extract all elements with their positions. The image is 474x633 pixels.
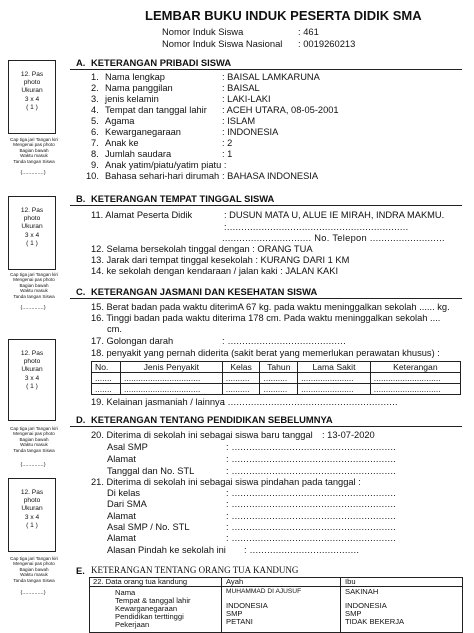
row-value: : 1 bbox=[222, 149, 233, 159]
table-cell: ....... bbox=[92, 373, 121, 384]
nis-label: Nomor Induk Siswa bbox=[162, 26, 244, 37]
photo-line: photo bbox=[23, 215, 41, 223]
field-label: Asal SMP / No. STL bbox=[107, 522, 190, 532]
col-header-ibu: Ibu bbox=[345, 577, 356, 586]
row-label: Agama bbox=[105, 116, 135, 126]
row-no: 7. bbox=[91, 138, 99, 148]
nis-value: : 461 bbox=[298, 26, 319, 37]
caption-line: Mengenai pas photo bbox=[13, 277, 55, 283]
row-no: 9. bbox=[91, 160, 99, 170]
signature-line: (..............) bbox=[20, 170, 46, 176]
address-dots: :............................................................... bbox=[224, 222, 409, 232]
row-value: : LAKI-LAKI bbox=[222, 94, 271, 104]
transfer-label: 21. Diterima di sekolah ini sebagai siswa pindahan pada tanggal : bbox=[91, 477, 361, 487]
table-header: Kelas bbox=[222, 362, 260, 373]
field-label: Alasan Pindah ke sekolah ini bbox=[107, 545, 226, 555]
parent-field-label: Pekerjaan bbox=[115, 620, 150, 629]
caption-line: Tanda tangan Siswa bbox=[13, 158, 55, 164]
mother-value: INDONESIA bbox=[345, 601, 387, 610]
row-label: jenis kelamin bbox=[105, 94, 159, 104]
caption-line: Waktu masuk bbox=[20, 153, 48, 159]
living-with: 12. Selama bersekolah tinggal dengan : ORANG TUA bbox=[91, 244, 313, 254]
caption-line: Mengenai pas photo bbox=[13, 561, 55, 567]
field-value: : ......................................................... bbox=[226, 466, 397, 476]
col-header-data: 22. Data orang tua kandung bbox=[93, 577, 188, 586]
weight-row: 15. Berat badan pada waktu diterimA 67 kg. pada waktu meninggalkan sekolah ...... kg. bbox=[91, 302, 450, 312]
table-cell: .......... bbox=[260, 384, 298, 395]
section-b-letter: B. bbox=[76, 193, 86, 204]
table-cell: ...................... bbox=[298, 384, 371, 395]
section-divider bbox=[70, 298, 462, 299]
section-divider bbox=[70, 205, 462, 206]
section-d-letter: D. bbox=[76, 414, 86, 425]
caption-line: Waktu masuk bbox=[20, 288, 48, 294]
transport: 14. ke sekolah dengan kendaraan / jalan kaki : JALAN KAKI bbox=[91, 266, 339, 276]
section-c-heading: KETERANGAN JASMANI DAN KESEHATAN SISWA bbox=[91, 286, 318, 297]
row-no: 3. bbox=[91, 94, 99, 104]
field-value: : ......................................................... bbox=[226, 488, 397, 498]
section-c-letter: C. bbox=[76, 286, 86, 297]
distance: 13. Jarak dari tempat tinggal kesekolah : KURANG DARI 1 KM bbox=[91, 255, 350, 265]
row-value: : ISLAM bbox=[222, 116, 256, 126]
field-label: Alamat bbox=[107, 511, 136, 521]
photo-line: photo bbox=[23, 358, 41, 366]
father-value: SMP bbox=[226, 609, 243, 618]
row-no: 8. bbox=[91, 149, 99, 159]
new-student-label: 20. Diterima di sekolah ini sebagai siswa baru tanggal bbox=[91, 430, 313, 440]
table-row bbox=[92, 373, 461, 384]
row-no: 10. bbox=[86, 171, 99, 181]
row-value: : 2 bbox=[222, 138, 233, 148]
caption-line: Mengenai pas photo bbox=[13, 431, 55, 437]
caption-line: Bagian bawah bbox=[19, 436, 49, 442]
photo-line: 12. Pas bbox=[20, 207, 44, 214]
row-label: Nama lengkap bbox=[105, 72, 165, 82]
illness-table bbox=[91, 361, 461, 395]
signature-line: (..............) bbox=[20, 462, 46, 468]
table-cell: ...................... bbox=[298, 373, 371, 384]
row-value: : ACEH UTARA, 08-05-2001 bbox=[222, 105, 339, 115]
caption-line: Cap tiga jari Tangan kiri bbox=[10, 137, 58, 142]
caption-line: Tanda tangan Siswa bbox=[13, 447, 55, 453]
father-value: PETANI bbox=[226, 617, 253, 626]
row-no: 1. bbox=[91, 72, 99, 82]
photo-line: ( 1 ) bbox=[26, 521, 38, 529]
row-label: Jumlah saudara bbox=[105, 149, 172, 159]
parents-table bbox=[89, 577, 463, 632]
field-label: Tanggal dan No. STL bbox=[107, 466, 195, 476]
field-label: Asal SMP bbox=[107, 442, 148, 452]
address-value: : DUSUN MATA U, ALUE IE MIRAH, INDRA MAKMU. bbox=[224, 210, 445, 220]
photo-line: 12. Pas bbox=[20, 71, 44, 78]
field-value: : ......................................................... bbox=[226, 511, 397, 521]
table-header-row bbox=[92, 362, 461, 373]
caption-line: Bagian bawah bbox=[19, 566, 49, 572]
section-divider bbox=[70, 69, 462, 70]
height-row: 16. Tinggi badan pada waktu diterima 178 cm. Pada waktu meninggalkan sekolah .... bbox=[91, 313, 441, 323]
document-title: LEMBAR BUKU INDUK PESERTA DIDIK SMA bbox=[145, 8, 422, 23]
table-cell: ................................ bbox=[120, 384, 222, 395]
nisn-label: Nomor Induk Siswa Nasional bbox=[162, 38, 283, 49]
section-e-letter: E. bbox=[76, 565, 85, 576]
photo-line: 3 x 4 bbox=[24, 374, 40, 382]
caption-line: Cap tiga jari Tangan kiri bbox=[10, 556, 58, 561]
caption-line: Bagian bawah bbox=[19, 147, 49, 153]
row-value: : INDONESIA bbox=[222, 127, 279, 137]
table-header: Keterangan bbox=[370, 362, 460, 373]
section-d-heading: KETERANGAN TENTANG PENDIDIKAN SEBELUMNYA bbox=[91, 414, 333, 425]
mother-value: SMP bbox=[345, 609, 362, 618]
table-cell: .......... bbox=[222, 384, 260, 395]
blood-type-value: : ......................................... bbox=[222, 336, 346, 346]
row-value: : BAISAL bbox=[222, 83, 260, 93]
caption-line: Waktu masuk bbox=[20, 442, 48, 448]
row-value: : BAISAL LAMKARUNA bbox=[222, 72, 320, 82]
photo-line: photo bbox=[23, 79, 41, 87]
photo-line: 3 x 4 bbox=[24, 513, 40, 521]
field-value: : ......................................................... bbox=[226, 499, 397, 509]
table-header: Jenis Penyakit bbox=[120, 362, 222, 373]
photo-line: 3 x 4 bbox=[24, 231, 40, 239]
disability-value: : ........................................................... bbox=[222, 397, 398, 407]
field-label: Alamat bbox=[107, 533, 136, 543]
father-value: INDONESIA bbox=[226, 601, 268, 610]
row-no: 5. bbox=[91, 116, 99, 126]
caption-line: Cap tiga jari Tangan kiri bbox=[10, 272, 58, 277]
parents-header-divider bbox=[89, 586, 462, 587]
photo-line: ( 1 ) bbox=[26, 382, 38, 390]
row-label: Bahasa sehari-hari dirumah bbox=[105, 171, 220, 181]
row-label: Kewarganegaraan bbox=[105, 127, 181, 137]
section-a-heading: KETERANGAN PRIBADI SISWA bbox=[91, 57, 232, 68]
address-label: 11. Alamat Peserta Didik bbox=[91, 210, 193, 220]
mother-value: SAKINAH bbox=[345, 587, 379, 596]
row-no: 6. bbox=[91, 127, 99, 137]
blood-type-label: 17. Golongan darah bbox=[91, 336, 174, 346]
signature-line: (..............) bbox=[20, 590, 46, 596]
row-label: Nama panggilan bbox=[105, 83, 173, 93]
parent-field-label: Kewarganegaraan bbox=[115, 604, 178, 613]
photo-line: 12. Pas bbox=[20, 350, 44, 357]
section-divider bbox=[70, 426, 462, 427]
table-cell: ....... bbox=[92, 384, 121, 395]
table-header: Lama Sakit bbox=[298, 362, 371, 373]
photo-line: Ukuran bbox=[21, 366, 43, 374]
caption-line: Tanda tangan Siswa bbox=[13, 577, 55, 583]
photo-line: 12. Pas bbox=[20, 489, 44, 496]
field-value: : ......................................................... bbox=[226, 442, 397, 452]
height-row-unit: cm. bbox=[107, 324, 122, 334]
photo-line: ( 1 ) bbox=[26, 103, 38, 111]
photo-line: Ukuran bbox=[21, 87, 43, 95]
nisn-value: : 0019260213 bbox=[298, 38, 356, 49]
row-no: 4. bbox=[91, 105, 99, 115]
table-header: Tahun bbox=[260, 362, 298, 373]
photo-line: 3 x 4 bbox=[24, 95, 40, 103]
field-value: : ......................................................... bbox=[226, 522, 397, 532]
field-value: : ......................................................... bbox=[226, 454, 397, 464]
phone-line: ............................... No. Telepon .......................... bbox=[222, 233, 445, 243]
caption-line: Cap tiga jari Tangan kiri bbox=[10, 426, 58, 431]
illness-label: 18. penyakit yang pernah diderita (sakit berat yang memerlukan perawatan khusus) : bbox=[91, 348, 440, 358]
section-a-letter: A. bbox=[76, 57, 86, 68]
table-cell: .......... bbox=[222, 373, 260, 384]
row-label: Tempat dan tanggal lahir bbox=[105, 105, 207, 115]
father-value: MUHAMMAD DI AJUSUF bbox=[226, 588, 302, 595]
photo-line: ( 1 ) bbox=[26, 239, 38, 247]
field-label: Alamat bbox=[107, 454, 136, 464]
table-cell: ............................ bbox=[370, 384, 460, 395]
photo-line: photo bbox=[23, 497, 41, 505]
caption-line: Waktu masuk bbox=[20, 572, 48, 578]
row-value: : BAHASA INDONESIA bbox=[222, 171, 319, 181]
row-no: 2. bbox=[91, 83, 99, 93]
photo-line: Ukuran bbox=[21, 223, 43, 231]
table-header: No. bbox=[92, 362, 121, 373]
mother-value: TIDAK BEKERJA bbox=[345, 617, 405, 626]
parent-field-label: Pendidikan terttinggi bbox=[115, 612, 184, 621]
section-b-heading: KETERANGAN TEMPAT TINGGAL SISWA bbox=[91, 193, 275, 204]
table-cell: ............................ bbox=[370, 373, 460, 384]
field-value: : ...................................... bbox=[244, 545, 360, 555]
field-label: Dari SMA bbox=[107, 499, 147, 509]
table-cell: ................................ bbox=[120, 373, 222, 384]
parent-field-label: Nama bbox=[115, 588, 136, 597]
field-value: : ......................................................... bbox=[226, 533, 397, 543]
caption-line: Bagian bawah bbox=[19, 282, 49, 288]
caption-line: Mengenai pas photo bbox=[13, 142, 55, 148]
signature-line: (..............) bbox=[20, 305, 46, 311]
new-student-date: : 13-07-2020 bbox=[322, 430, 375, 440]
row-label: Anak ke bbox=[105, 138, 139, 148]
table-row bbox=[92, 384, 461, 395]
table-cell: .......... bbox=[260, 373, 298, 384]
caption-line: Tanda tangan Siswa bbox=[13, 293, 55, 299]
col-header-ayah: Ayah bbox=[226, 577, 244, 586]
parent-field-label: Tempat & tanggal lahir bbox=[115, 596, 191, 605]
section-e-heading: KETERANGAN TENTANG ORANG TUA KANDUNG bbox=[91, 565, 299, 575]
field-label: Di kelas bbox=[107, 488, 141, 498]
photo-line: Ukuran bbox=[21, 505, 43, 513]
disability-label: 19. Kelainan jasmaniah / lainnya bbox=[91, 397, 225, 407]
row-label: Anak yatim/piatu/yatim piatu : bbox=[105, 160, 227, 170]
